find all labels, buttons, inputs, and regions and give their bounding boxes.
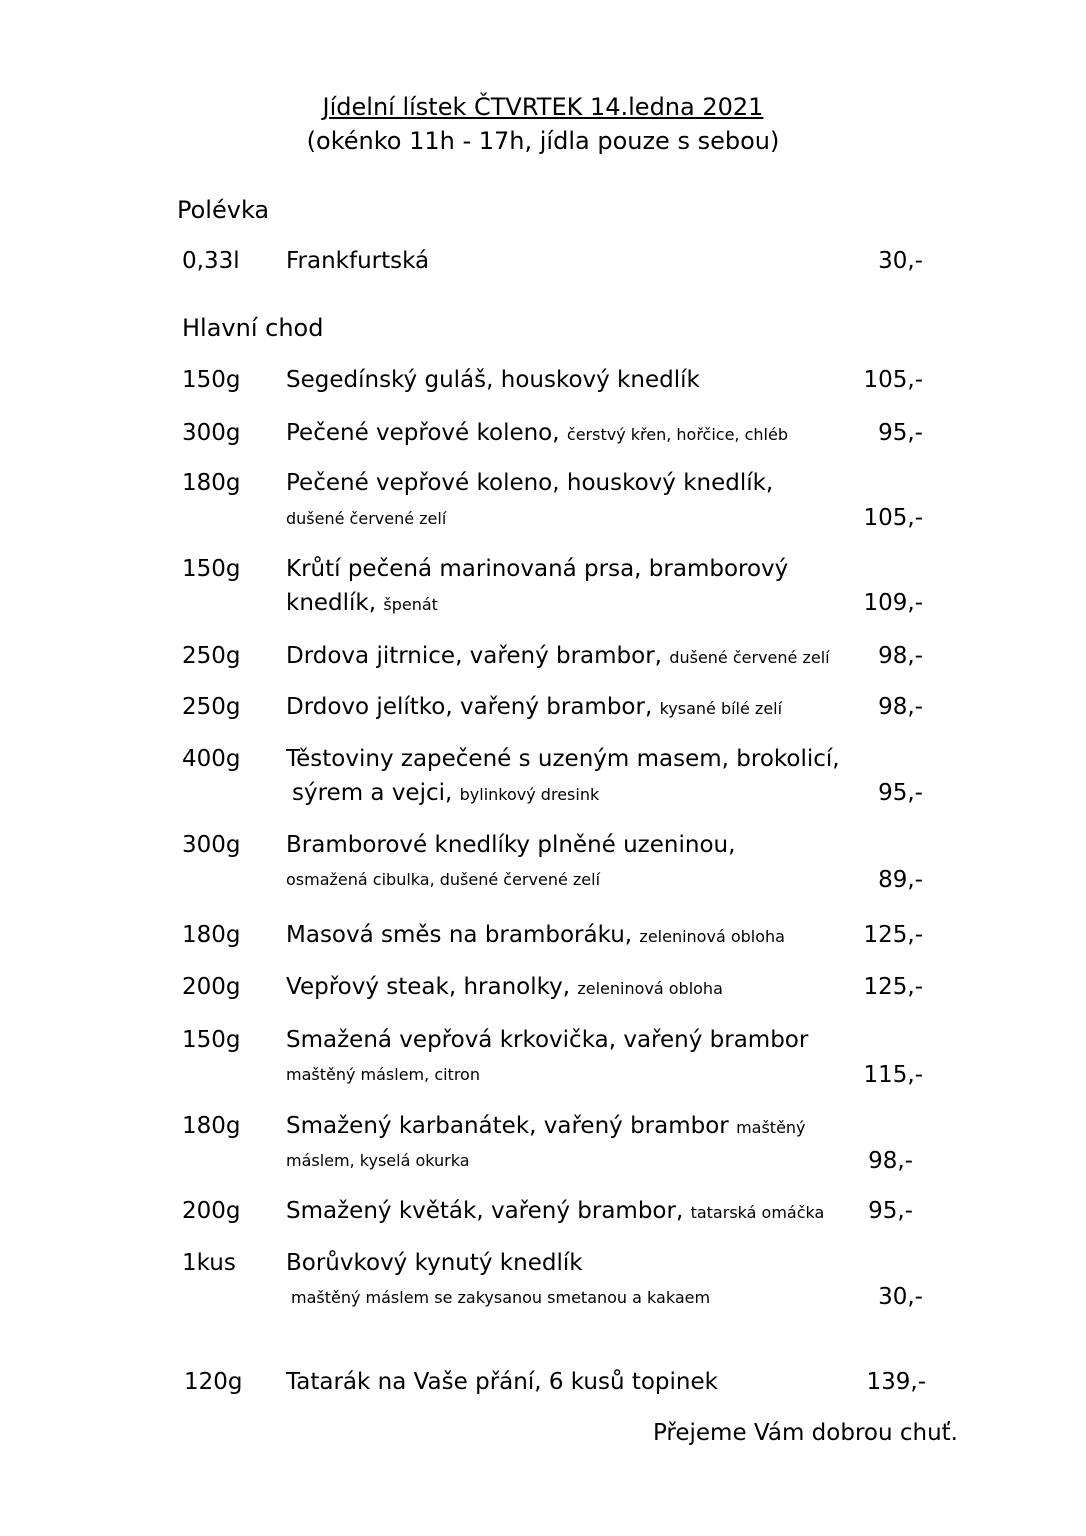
item-name-cont: knedlík, (286, 590, 377, 616)
item-side: zeleninová obloha (639, 927, 785, 946)
menu-subtitle: (okénko 11h - 17h, jídla pouze s sebou) (306, 127, 780, 155)
item-qty: 120g (184, 1369, 243, 1395)
item-name: Pečené vepřové koleno, houskový knedlík, (286, 470, 774, 496)
item-name: Tatarák na Vaše přání, 6 kusů topinek (286, 1369, 718, 1395)
item-price: 98,- (878, 643, 923, 669)
item-price: 89,- (878, 867, 923, 893)
item-qty: 250g (182, 643, 241, 669)
item-side: špenát (383, 595, 438, 614)
item-qty: 0,33l (182, 248, 240, 274)
item-qty: 150g (182, 1027, 241, 1053)
menu-title: Jídelní lístek ČTVRTEK 14.ledna 2021 (322, 93, 764, 121)
item-side: zeleninová obloha (577, 979, 723, 998)
item-name: Drdovo jelítko, vařený brambor, (286, 694, 653, 720)
item-side: čerstvý křen, hořčice, chléb (566, 425, 788, 444)
section-main-heading: Hlavní chod (182, 314, 324, 342)
item-name-line (286, 1198, 824, 1224)
item-price: 105,- (863, 505, 923, 531)
item-price: 139,- (866, 1369, 926, 1395)
item-qty: 180g (182, 470, 241, 496)
item-price: 30,- (878, 248, 923, 274)
item-side: tatarská omáčka (690, 1203, 825, 1222)
item-name: Borůvkový kynutý knedlík (286, 1250, 583, 1276)
item-qty: 250g (182, 694, 241, 720)
item-price: 115,- (863, 1062, 923, 1088)
item-name: Smažený květák, vařený brambor, (286, 1198, 684, 1224)
item-name: Drdova jitrnice, vařený brambor, (286, 643, 662, 669)
item-name: Bramborové knedlíky plněné uzeninou, (286, 832, 736, 858)
item-price: 95,- (868, 1198, 913, 1224)
item-note: maštěný máslem, citron (286, 1065, 480, 1084)
item-qty: 300g (182, 420, 241, 446)
item-name: Vepřový steak, hranolky, (286, 974, 571, 1000)
item-note: maštěný máslem se zakysanou smetanou a kakaem (291, 1288, 711, 1307)
item-name-line (286, 1113, 806, 1139)
item-qty: 1kus (182, 1250, 236, 1276)
item-side: maštěný (736, 1118, 806, 1137)
item-note: osmažená cibulka, dušené červené zelí (286, 870, 601, 889)
item-name-line (286, 590, 438, 616)
item-name-line (292, 780, 599, 806)
item-side: dušené červené zelí (669, 648, 830, 667)
item-price: 98,- (878, 694, 923, 720)
item-qty: 180g (182, 922, 241, 948)
item-name: Pečené vepřové koleno, (286, 420, 560, 446)
item-price: 95,- (878, 420, 923, 446)
section-soup-heading: Polévka (177, 196, 270, 224)
item-price: 105,- (863, 367, 923, 393)
item-price: 125,- (863, 974, 923, 1000)
item-name: Krůtí pečená marinovaná prsa, bramborový (286, 556, 789, 582)
item-name-line (286, 643, 830, 669)
item-name: Smažená vepřová krkovička, vařený brambor (286, 1027, 809, 1053)
item-name: Frankfurtská (286, 248, 430, 274)
item-price: 30,- (878, 1284, 923, 1310)
item-name-cont: sýrem a vejci, (292, 780, 453, 806)
item-price: 98,- (868, 1148, 913, 1174)
item-price: 125,- (863, 922, 923, 948)
item-qty: 200g (182, 1198, 241, 1224)
item-qty: 150g (182, 367, 241, 393)
item-qty: 150g (182, 556, 241, 582)
item-qty: 400g (182, 746, 241, 772)
item-name: Segedínský guláš, houskový knedlík (286, 367, 700, 393)
item-qty: 180g (182, 1113, 241, 1139)
item-name-line (286, 922, 785, 948)
item-qty: 200g (182, 974, 241, 1000)
item-name-line (286, 694, 782, 720)
item-note: dušené červené zelí (286, 509, 447, 528)
closing-message: Přejeme Vám dobrou chuť. (652, 1420, 958, 1446)
item-name: Smažený karbanátek, vařený brambor (286, 1113, 729, 1139)
item-side: kysané bílé zelí (659, 699, 783, 718)
item-price: 95,- (878, 780, 923, 806)
item-name: Těstoviny zapečené s uzeným masem, brokolicí, (286, 746, 840, 772)
item-note: máslem, kyselá okurka (286, 1151, 470, 1170)
item-name-line (286, 974, 723, 1000)
item-name: Masová směs na bramboráku, (286, 922, 633, 948)
item-price: 109,- (863, 590, 923, 616)
item-name-line (286, 420, 788, 446)
item-side: bylinkový dresink (459, 785, 600, 804)
item-qty: 300g (182, 832, 241, 858)
